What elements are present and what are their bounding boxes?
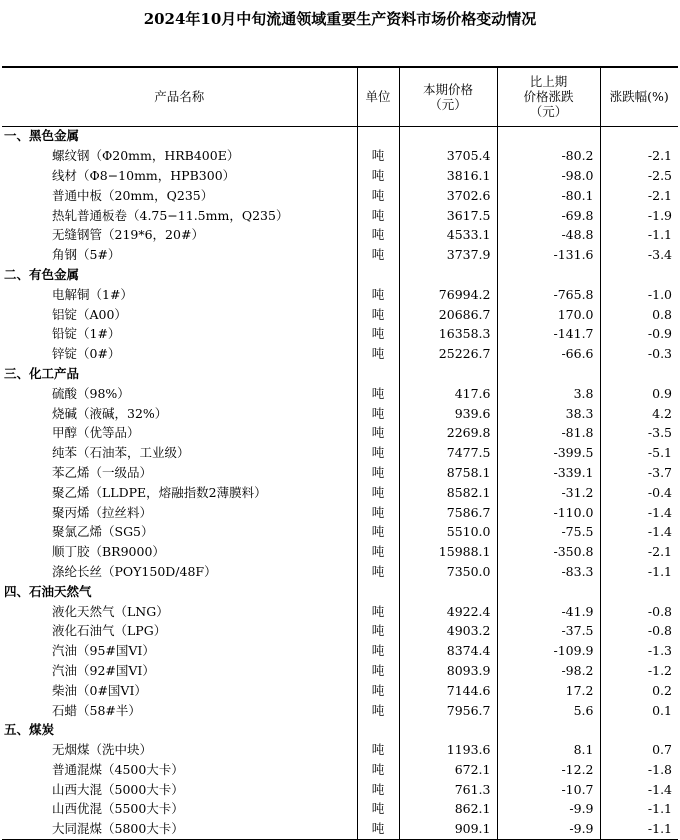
unit-cell: 吨 — [357, 621, 399, 641]
product-name: 聚乙烯（LLDPE，熔融指数2薄膜料） — [52, 484, 267, 500]
price-cell: 2269.8 — [399, 423, 497, 443]
product-name: 汽油（95#国VI） — [52, 643, 155, 659]
change-cell: -339.1 — [497, 463, 600, 483]
percent-cell: -1.1 — [600, 819, 678, 839]
table-row — [2, 463, 678, 483]
price-cell: 761.3 — [399, 780, 497, 800]
unit-cell: 吨 — [357, 146, 399, 166]
change-cell — [497, 582, 600, 602]
product-name: 锌锭（0#） — [52, 346, 121, 362]
price-cell — [399, 265, 497, 285]
product-name: 普通混煤（4500大卡） — [52, 761, 184, 777]
table-row — [2, 225, 678, 245]
product-name: 无缝钢管（219*6，20#） — [52, 227, 204, 243]
price-cell: 3702.6 — [399, 186, 497, 206]
table-row — [2, 166, 678, 186]
product-name: 山西优混（5500大卡） — [52, 801, 184, 817]
price-cell: 7477.5 — [399, 443, 497, 463]
percent-cell: -3.4 — [600, 245, 678, 265]
price-cell — [399, 126, 497, 146]
percent-cell: -2.1 — [600, 542, 678, 562]
table-row — [2, 621, 678, 641]
unit-cell: 吨 — [357, 324, 399, 344]
unit-cell: 吨 — [357, 661, 399, 681]
table-row — [2, 661, 678, 681]
percent-cell: -1.2 — [600, 661, 678, 681]
percent-cell: -5.1 — [600, 443, 678, 463]
table-row — [2, 443, 678, 463]
product-name: 螺纹钢（Φ20mm，HRB400E） — [52, 148, 240, 164]
header-product-name: 产品名称 — [2, 67, 357, 126]
unit-cell — [357, 720, 399, 740]
price-cell: 862.1 — [399, 800, 497, 820]
price-cell: 8093.9 — [399, 661, 497, 681]
price-cell: 76994.2 — [399, 285, 497, 305]
change-cell: 170.0 — [497, 305, 600, 325]
change-cell: 38.3 — [497, 404, 600, 424]
table-row — [2, 760, 678, 780]
change-cell: 17.2 — [497, 681, 600, 701]
table-header — [2, 67, 678, 126]
table-row — [2, 324, 678, 344]
table-row — [2, 542, 678, 562]
unit-cell: 吨 — [357, 562, 399, 582]
change-cell: -41.9 — [497, 602, 600, 622]
table-row — [2, 503, 678, 523]
product-name: 汽油（92#国VI） — [52, 662, 155, 678]
product-name: 苯乙烯（一级品） — [52, 464, 153, 480]
percent-cell — [600, 265, 678, 285]
change-cell: -31.2 — [497, 483, 600, 503]
table-row — [2, 305, 678, 325]
price-cell: 3737.9 — [399, 245, 497, 265]
product-name: 铅锭（1#） — [52, 326, 121, 342]
table-row — [2, 344, 678, 364]
change-cell — [497, 364, 600, 384]
product-name: 顺丁胶（BR9000） — [52, 544, 165, 560]
change-cell: -80.1 — [497, 186, 600, 206]
price-cell: 7956.7 — [399, 701, 497, 721]
unit-cell: 吨 — [357, 701, 399, 721]
header-unit: 单位 — [357, 67, 399, 126]
table-row — [2, 206, 678, 226]
unit-cell: 吨 — [357, 641, 399, 661]
percent-cell: 0.9 — [600, 384, 678, 404]
unit-cell: 吨 — [357, 522, 399, 542]
percent-cell: -2.1 — [600, 186, 678, 206]
price-cell: 1193.6 — [399, 740, 497, 760]
product-name: 硫酸（98%） — [52, 385, 130, 401]
change-cell: -81.8 — [497, 423, 600, 443]
change-cell — [497, 265, 600, 285]
unit-cell: 吨 — [357, 463, 399, 483]
percent-cell: 4.2 — [600, 404, 678, 424]
percent-cell — [600, 720, 678, 740]
table-row — [2, 186, 678, 206]
percent-cell: -1.3 — [600, 641, 678, 661]
product-name: 纯苯（石油苯，工业级） — [52, 445, 190, 461]
change-cell: -69.8 — [497, 206, 600, 226]
product-name: 电解铜（1#） — [52, 286, 133, 302]
change-cell: -131.6 — [497, 245, 600, 265]
unit-cell: 吨 — [357, 681, 399, 701]
price-cell — [399, 364, 497, 384]
product-name: 大同混煤（5800大卡） — [2, 819, 357, 839]
change-cell: 8.1 — [497, 740, 600, 760]
unit-cell: 吨 — [357, 285, 399, 305]
change-cell: -12.2 — [497, 760, 600, 780]
table-row — [2, 483, 678, 503]
price-cell: 7586.7 — [399, 503, 497, 523]
product-name: 聚丙烯（拉丝料） — [52, 504, 153, 520]
percent-cell: -1.4 — [600, 503, 678, 523]
percent-cell: -1.4 — [600, 522, 678, 542]
price-cell: 4922.4 — [399, 602, 497, 622]
category-name: 三、化工产品 — [4, 365, 80, 381]
category-name: 二、有色金属 — [4, 266, 80, 282]
price-cell: 7144.6 — [399, 681, 497, 701]
table-row — [2, 641, 678, 661]
change-cell: -109.9 — [497, 641, 600, 661]
change-cell: -399.5 — [497, 443, 600, 463]
percent-cell: -0.3 — [600, 344, 678, 364]
change-cell: -350.8 — [497, 542, 600, 562]
price-cell: 7350.0 — [399, 562, 497, 582]
table-row — [2, 800, 678, 820]
table-row — [2, 522, 678, 542]
unit-cell: 吨 — [357, 186, 399, 206]
header-change-percent: 涨跌幅(%) — [600, 67, 678, 126]
change-cell: -48.8 — [497, 225, 600, 245]
table-row — [2, 404, 678, 424]
percent-cell: -1.1 — [600, 800, 678, 820]
unit-cell: 吨 — [357, 206, 399, 226]
category-row — [2, 265, 678, 285]
category-name: 五、煤炭 — [4, 722, 55, 738]
unit-cell: 吨 — [357, 542, 399, 562]
table-row — [2, 562, 678, 582]
price-cell: 8758.1 — [399, 463, 497, 483]
percent-cell: 0.1 — [600, 701, 678, 721]
percent-cell: -0.9 — [600, 324, 678, 344]
price-cell: 909.1 — [399, 819, 497, 839]
change-cell: -9.9 — [497, 819, 600, 839]
page-title: 2024年10月中旬流通领域重要生产资料市场价格变动情况 — [143, 10, 537, 28]
price-cell: 3705.4 — [399, 146, 497, 166]
percent-cell — [600, 582, 678, 602]
product-name: 石蜡（58#半） — [52, 702, 141, 718]
unit-cell: 吨 — [357, 166, 399, 186]
change-cell: 5.6 — [497, 701, 600, 721]
table-row — [2, 384, 678, 404]
change-cell: -110.0 — [497, 503, 600, 523]
change-cell: -66.6 — [497, 344, 600, 364]
percent-cell: -3.7 — [600, 463, 678, 483]
table-row — [2, 285, 678, 305]
price-cell: 8582.1 — [399, 483, 497, 503]
unit-cell: 吨 — [357, 384, 399, 404]
unit-cell: 吨 — [357, 780, 399, 800]
percent-cell: -1.8 — [600, 760, 678, 780]
category-row — [2, 720, 678, 740]
category-name: 四、石油天然气 — [4, 583, 92, 599]
unit-cell: 吨 — [357, 404, 399, 424]
header-current-price: 本期价格 （元） — [399, 67, 497, 126]
percent-cell: 0.2 — [600, 681, 678, 701]
percent-cell: 0.7 — [600, 740, 678, 760]
change-cell: -98.2 — [497, 661, 600, 681]
price-cell: 939.6 — [399, 404, 497, 424]
change-cell: -10.7 — [497, 780, 600, 800]
table-row — [2, 780, 678, 800]
product-name: 液化石油气（LPG） — [52, 623, 167, 639]
price-cell: 4903.2 — [399, 621, 497, 641]
product-name: 甲醇（优等品） — [52, 425, 140, 441]
product-name: 液化天然气（LNG） — [52, 603, 169, 619]
change-cell: -80.2 — [497, 146, 600, 166]
unit-cell: 吨 — [357, 305, 399, 325]
unit-cell: 吨 — [357, 344, 399, 364]
category-row — [2, 126, 678, 146]
price-cell: 4533.1 — [399, 225, 497, 245]
percent-cell: 0.8 — [600, 305, 678, 325]
price-cell — [399, 582, 497, 602]
product-name: 普通中板（20mm，Q235） — [52, 187, 214, 203]
price-cell: 3617.5 — [399, 206, 497, 226]
change-cell: -75.5 — [497, 522, 600, 542]
percent-cell: -0.4 — [600, 483, 678, 503]
header-price-change: 比上期 价格涨跌 （元） — [497, 67, 600, 126]
price-cell — [399, 720, 497, 740]
percent-cell: -1.9 — [600, 206, 678, 226]
unit-cell: 吨 — [357, 740, 399, 760]
price-table — [2, 66, 678, 840]
table-row — [2, 602, 678, 622]
table-row — [2, 701, 678, 721]
change-cell — [497, 720, 600, 740]
percent-cell: -2.5 — [600, 166, 678, 186]
percent-cell: -1.4 — [600, 780, 678, 800]
percent-cell: -3.5 — [600, 423, 678, 443]
percent-cell: -1.1 — [600, 225, 678, 245]
product-name: 聚氯乙烯（SG5） — [52, 524, 154, 540]
change-cell — [497, 126, 600, 146]
category-row — [2, 582, 678, 602]
product-name: 角钢（5#） — [52, 247, 121, 263]
unit-cell: 吨 — [357, 225, 399, 245]
table-row — [2, 819, 678, 839]
change-cell: -37.5 — [497, 621, 600, 641]
table-row — [2, 146, 678, 166]
percent-cell — [600, 126, 678, 146]
product-name: 热轧普通板卷（4.75−11.5mm，Q235） — [52, 207, 289, 223]
change-cell: 3.8 — [497, 384, 600, 404]
table-row — [2, 423, 678, 443]
product-name: 涤纶长丝（POY150D/48F） — [52, 563, 217, 579]
product-name: 铝锭（A00） — [52, 306, 127, 322]
unit-cell: 吨 — [357, 819, 399, 839]
change-cell: -141.7 — [497, 324, 600, 344]
unit-cell: 吨 — [357, 443, 399, 463]
table-row — [2, 681, 678, 701]
percent-cell: -1.0 — [600, 285, 678, 305]
product-name: 线材（Φ8−10mm，HPB300） — [52, 167, 236, 183]
unit-cell: 吨 — [357, 503, 399, 523]
price-cell: 25226.7 — [399, 344, 497, 364]
percent-cell: -0.8 — [600, 621, 678, 641]
category-row — [2, 364, 678, 384]
change-cell: -98.0 — [497, 166, 600, 186]
unit-cell — [357, 265, 399, 285]
price-cell: 16358.3 — [399, 324, 497, 344]
table-row — [2, 740, 678, 760]
product-name: 无烟煤（洗中块） — [52, 742, 153, 758]
unit-cell: 吨 — [357, 483, 399, 503]
product-name: 烧碱（液碱，32%） — [52, 405, 168, 421]
product-name: 山西大混（5000大卡） — [52, 781, 184, 797]
price-cell: 672.1 — [399, 760, 497, 780]
change-cell: -765.8 — [497, 285, 600, 305]
table-body — [2, 126, 678, 840]
change-cell: -9.9 — [497, 800, 600, 820]
unit-cell — [357, 582, 399, 602]
price-cell: 3816.1 — [399, 166, 497, 186]
price-cell: 417.6 — [399, 384, 497, 404]
percent-cell: -2.1 — [600, 146, 678, 166]
unit-cell: 吨 — [357, 423, 399, 443]
unit-cell — [357, 126, 399, 146]
change-cell: -83.3 — [497, 562, 600, 582]
unit-cell: 吨 — [357, 602, 399, 622]
price-cell: 20686.7 — [399, 305, 497, 325]
unit-cell: 吨 — [357, 800, 399, 820]
price-cell: 15988.1 — [399, 542, 497, 562]
price-cell: 8374.4 — [399, 641, 497, 661]
unit-cell: 吨 — [357, 245, 399, 265]
unit-cell: 吨 — [357, 760, 399, 780]
percent-cell: -0.8 — [600, 602, 678, 622]
table-row — [2, 245, 678, 265]
category-name: 一、黑色金属 — [4, 128, 80, 144]
product-name: 柴油（0#国VI） — [52, 682, 147, 698]
price-cell: 5510.0 — [399, 522, 497, 542]
percent-cell: -1.1 — [600, 562, 678, 582]
unit-cell — [357, 364, 399, 384]
percent-cell — [600, 364, 678, 384]
